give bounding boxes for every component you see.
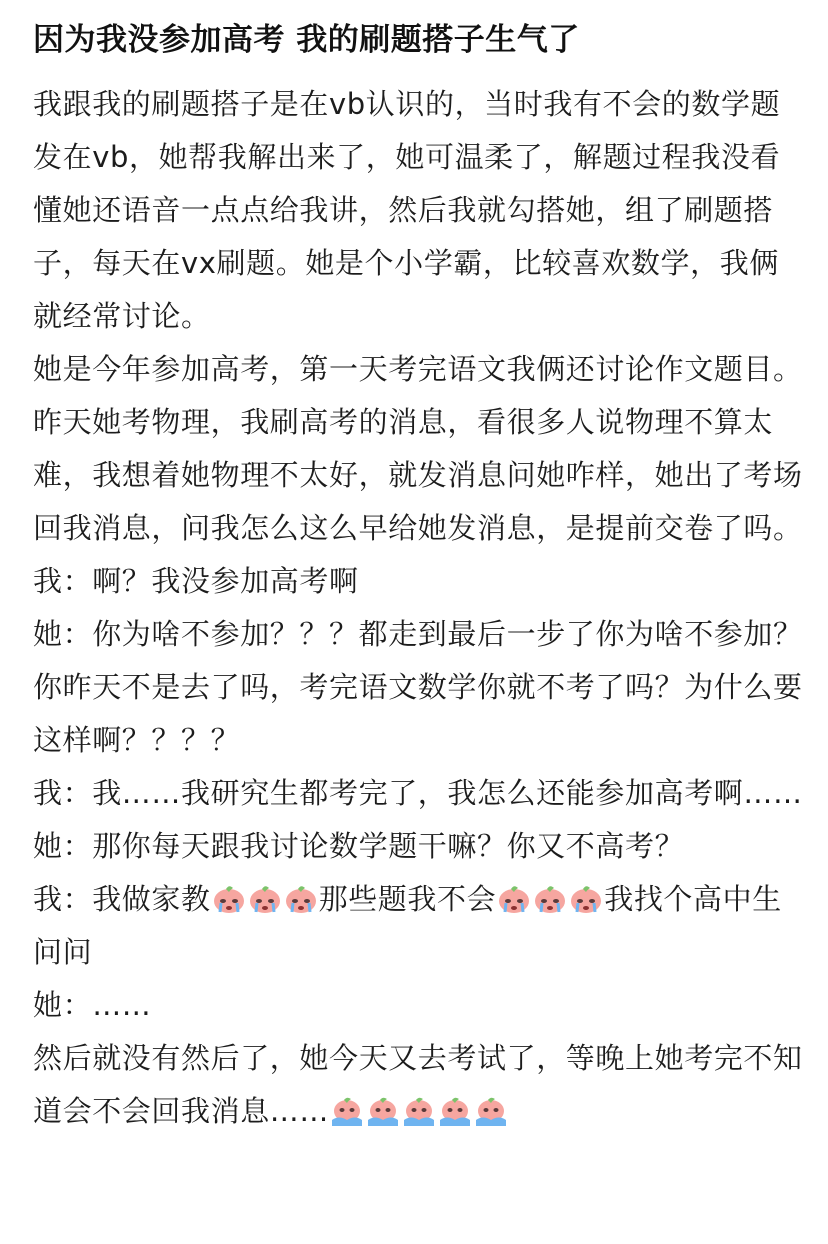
- post-title: 因为我没参加高考 我的刷题搭子生气了: [33, 22, 580, 58]
- crying-peach-blue-icon: [438, 1096, 472, 1126]
- paragraph-intro: 我跟我的刷题搭子是在vb认识的，当时我有不会的数学题发在vb，她帮我解出来了，她可温柔了，解题过程我没看懂她还语音一点点给我讲，然后我就勾搭她，组了刷题搭子，每天在vx刷题。她是个小学霸，比较喜欢数学，我俩就经常讨论。: [33, 87, 781, 333]
- crying-peach-icon: [248, 884, 282, 914]
- crying-peach-icon: [212, 884, 246, 914]
- tutor-text-1: 我：我做家教: [33, 882, 211, 916]
- crying-peach-blue-icon: [474, 1096, 508, 1126]
- crying-peach-icon: [569, 884, 603, 914]
- dialog-line-me-2: 我：我……我研究生都考完了，我怎么还能参加高考啊……: [33, 776, 803, 810]
- crying-peach-icon: [497, 884, 531, 914]
- crying-peach-blue-icon: [330, 1096, 364, 1126]
- tutor-text-3: 我找个高中生问问: [33, 882, 782, 969]
- dialog-line-me-3: [33, 873, 808, 979]
- post-body: [33, 78, 808, 1138]
- crying-peach-blue-icon: [366, 1096, 400, 1126]
- paragraph-exam: 她是今年参加高考，第一天考完语文我俩还讨论作文题目。昨天她考物理，我刷高考的消息，看很多人说物理不算太难，我想着她物理不太好，就发消息问她咋样，她出了考场回我消息，问我怎么这么早给她发消息，是提前交卷了吗。: [33, 352, 803, 545]
- dialog-line-me-1: 我：啊？我没参加高考啊: [33, 564, 359, 598]
- crying-peach-icon: [284, 884, 318, 914]
- crying-peach-blue-icon: [402, 1096, 436, 1126]
- tutor-text-2: 那些题我不会: [318, 882, 497, 916]
- dialog-line-her-1: 她：你为啥不参加？？？都走到最后一步了你为啥不参加？你昨天不是去了吗，考完语文数学你就不考了吗？为什么要这样啊？？？？: [33, 617, 803, 757]
- dialog-line-her-3: 她：……: [33, 988, 152, 1022]
- crying-peach-icon: [533, 884, 567, 914]
- ending-text: 然后就没有然后了，她今天又去考试了，等晚上她考完不知道会不会回我消息……: [33, 1041, 803, 1128]
- post-container: [33, 18, 808, 1138]
- paragraph-ending: [33, 1032, 808, 1138]
- dialog-line-her-2: 她：那你每天跟我讨论数学题干嘛？你又不高考？: [33, 829, 685, 863]
